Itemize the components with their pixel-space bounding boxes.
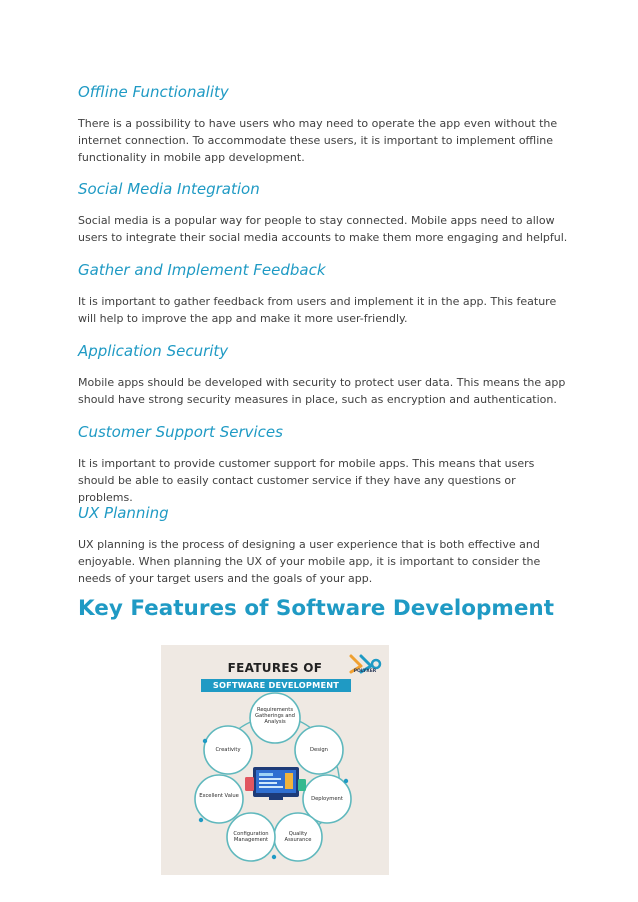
ring-dot (272, 855, 276, 859)
section-title-offline-functionality: Offline Functionality (78, 83, 229, 101)
label-excellent-value: Excellent Value (199, 793, 239, 799)
ring-dot (199, 818, 203, 822)
text-line: There is a possibility to have users who may need to operate the app even without the (78, 117, 558, 130)
center-illustration (245, 767, 306, 800)
section-body-customer-support (78, 455, 568, 506)
label-deployment: Deployment (311, 796, 343, 802)
section-title-application-security: Application Security (78, 342, 229, 360)
logo-text: POLYXER (353, 669, 377, 674)
text-line: will help to improve the app and make it more user-friendly. (78, 312, 408, 325)
label-quality-assurance: Quality Assurance (284, 831, 312, 844)
text-line: Social media is a popular way for people to stay connected. Mobile apps need to allow (78, 214, 555, 227)
label-requirements: Requirements Gatherings and Analysis (255, 707, 295, 726)
text-line: enjoyable. When planning the UX of your mobile app, it is important to consider the (78, 555, 541, 568)
section-body-ux-planning (78, 536, 568, 587)
infographic-title: FEATURES OF (227, 661, 323, 675)
text-line: It is important to gather feedback from users and implement it in the app. This feature (78, 295, 557, 308)
section-title-customer-support: Customer Support Services (78, 423, 283, 441)
section-body-gather-feedback (78, 293, 568, 327)
text-line: internet connection. To accommodate these users, it is important to implement offline (78, 134, 553, 147)
section-body-social-media-integration (78, 212, 568, 246)
section-title-gather-feedback: Gather and Implement Feedback (78, 261, 326, 279)
section-body-application-security (78, 374, 568, 408)
label-design: Design (310, 747, 328, 753)
section-title-social-media-integration: Social Media Integration (78, 180, 260, 198)
text-line: users to integrate their social media accounts to make them more engaging and helpful. (78, 231, 568, 244)
label-creativity: Creativity (215, 747, 241, 753)
section-body-offline-functionality (78, 115, 568, 166)
label-configuration-management: Configuration Management (233, 831, 269, 844)
infographic-subtitle: SOFTWARE DEVELOPMENT (201, 679, 351, 692)
text-line: functionality in mobile app development. (78, 151, 305, 164)
features-infographic (161, 645, 389, 875)
text-line: needs of your target users and the goals of your app. (78, 572, 373, 585)
text-line: should be able to easily contact customer service if they have any questions or problems. (78, 474, 516, 504)
ring-dot (203, 739, 207, 743)
text-line: should have strong security measures in place, such as encryption and authentication. (78, 393, 557, 406)
text-line: It is important to provide customer support for mobile apps. This means that users (78, 457, 535, 470)
key-features-heading: Key Features of Software Development (78, 596, 554, 621)
ring-dot (344, 779, 348, 783)
section-title-ux-planning: UX Planning (78, 504, 169, 522)
text-line: Mobile apps should be developed with security to protect user data. This means the app (78, 376, 566, 389)
text-line: UX planning is the process of designing a user experience that is both effective and (78, 538, 540, 551)
